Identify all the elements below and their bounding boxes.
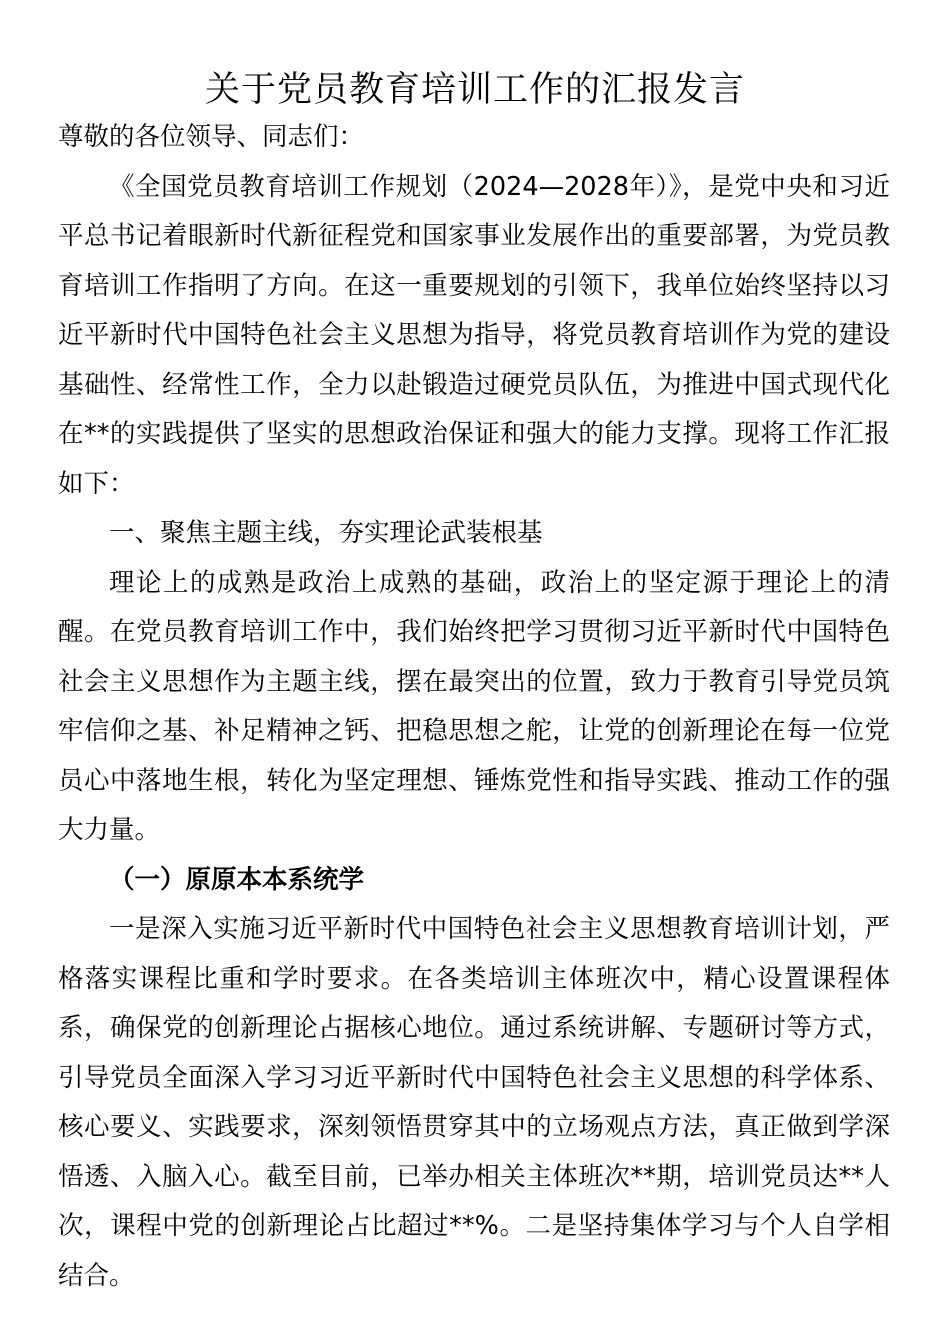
- document-body: [58, 113, 890, 1301]
- subsection-one-heading: （一）原原本本系统学: [109, 864, 365, 895]
- document-title: 关于党员教育培训工作的汇报发言: [204, 70, 745, 110]
- section-one-paragraph: 理论上的成熟是政治上成熟的基础，政治上的坚定源于理论上的清醒。在党员教育培训工作中，我们始终把学习贯彻习近平新时代中国特色社会主义思想作为主题主线，摆在最突出的位置，致力于教育引导党员筑牢信仰之基、补足精神之钙、把稳思想之舵，让党的创新理论在每一位党员心中落地生根，转化为坚定理想、锤炼党性和指导实践、推动工作的强大力量。: [58, 567, 890, 845]
- intro-paragraph: 《全国党员教育培训工作规划（2024—2028年）》，是党中央和习近平总书记着眼新时代新征程党和国家事业发展作出的重要部署，为党员教育培训工作指明了方向。在这一重要规划的引领下，我单位始终坚持以习近平新时代中国特色社会主义思想为指导，将党员教育培训作为党的建设基础性、经常性工作，全力以赴锻造过硬党员队伍，为推进中国式现代化在**的实践提供了坚实的思想政治保证和强大的能力支撑。现将工作汇报如下：: [58, 171, 890, 499]
- subsection-one-paragraph: 一是深入实施习近平新时代中国特色社会主义思想教育培训计划，严格落实课程比重和学时要求。在各类培训主体班次中，精心设置课程体系，确保党的创新理论占据核心地位。通过系统讲解、专题研讨等方式，引导党员全面深入学习习近平新时代中国特色社会主义思想的科学体系、核心要义、实践要求，深刻领悟贯穿其中的立场观点方法，真正做到学深悟透、入脑入心。截至目前，已举办相关主体班次**期，培训党员达**人次，课程中党的创新理论占比超过**%。二是坚持集体学习与个人自学相结合。: [58, 914, 890, 1291]
- salutation: 尊敬的各位领导、同志们：: [58, 122, 365, 152]
- section-one-heading: 一、聚焦主题主线，夯实理论武装根基: [109, 518, 543, 548]
